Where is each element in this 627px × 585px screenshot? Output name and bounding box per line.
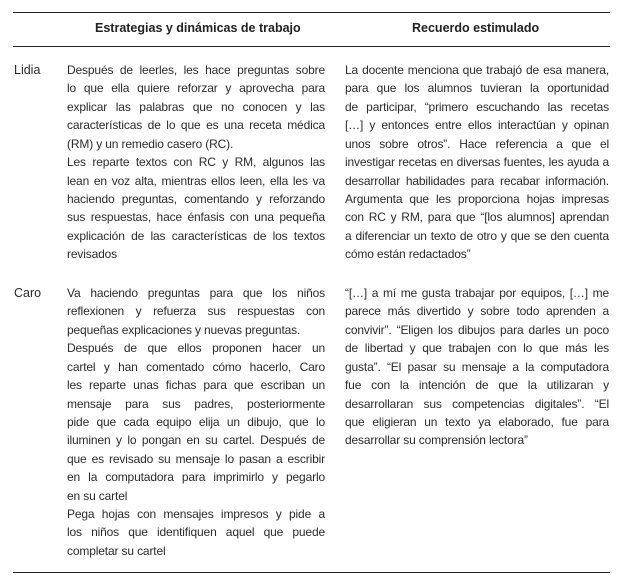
text-line: desarrollar su comprensión lectora” — [345, 433, 528, 448]
text-line: completar su cartel — [67, 543, 166, 558]
text-line: que eligieran un texto ya elaborado, fue para — [345, 414, 609, 429]
text-line: con RC y RM, para que “[los alumnos] aprendan — [345, 210, 609, 225]
text-line: cómo están redactados” — [345, 247, 471, 262]
paragraph — [67, 505, 325, 560]
text-line: de participar, “primero escuchando las recetas — [345, 99, 609, 114]
text-line: […] y entonces entre ellos interactúan y opinan — [345, 118, 609, 133]
paragraph — [67, 153, 325, 264]
header-estrategias: Estrategias y dinámicas de trabajo — [95, 21, 301, 35]
text-line: parece más divertido y sobre todo aprenden a — [345, 304, 609, 319]
text-line: les reparte unas fichas para que escriban un — [67, 378, 325, 393]
text-line: investigar recetas en diversas fuentes, les ayuda a — [345, 155, 609, 170]
text-line: mensaje para sus padres, posteriormente — [67, 396, 325, 411]
text-line: desarrollaran sus competencias digitales”. “El — [345, 396, 609, 411]
text-line: gusta”. “El pasar su mensaje a la computadora — [345, 359, 609, 374]
text-line: unos sobre otros”. Hace referencia a que el — [345, 136, 609, 151]
text-line: Después de leerles, les hace preguntas sobre — [67, 63, 325, 77]
text-line: Pega hojas con mensajes impresos y pide a — [67, 507, 325, 522]
text-line: Después de que ellos proponen hacer un — [67, 341, 325, 356]
text-line: Les reparte textos con RC y RM, algunos las — [67, 155, 325, 170]
text-line: fue con la intención de que la utilizaran y — [345, 378, 609, 393]
text-line: sus respuestas, hace énfasis con una pequeña — [67, 210, 325, 225]
header-recuerdo: Recuerdo estimulado — [412, 21, 540, 35]
estrategias-cell — [67, 61, 325, 264]
text-line: que es revisado su mensaje lo pasan a escribir — [67, 451, 325, 466]
text-line: Va haciendo preguntas para que los niños — [67, 286, 325, 300]
text-line: “[…] a mí me gusta trabajar por equipos, […] me — [345, 286, 609, 300]
text-line: lo que ella quiere reforzar y aprovecha para — [67, 81, 325, 96]
text-line: pequeñas explicaciones y nuevas preguntas. — [67, 322, 301, 337]
text-line: explicación de las características de los textos — [67, 228, 325, 243]
text-line: haciendo preguntas, comentando y reforzando — [67, 191, 325, 206]
text-line: para que los alumnos tuvieran la oportunidad — [345, 81, 609, 96]
text-line: cartel y han comentado cómo hacerlo, Caro — [67, 359, 325, 374]
text-line: reflexionen y refuerza sus respuestas con — [67, 304, 325, 319]
text-line: explicar las palabras que no conocen y las — [67, 99, 325, 114]
paragraph — [345, 61, 609, 264]
text-line: en la computadora para imprimirlo y pegarlo — [67, 470, 325, 485]
text-line: lean en voz alta, mientras ellos leen, ella les va — [67, 173, 325, 188]
paragraph — [67, 61, 325, 153]
text-line: convivir”. “Eligen los dibujos para darles un poco — [345, 322, 609, 337]
table-top-rule — [13, 12, 610, 13]
recuerdo-cell — [345, 284, 609, 450]
text-line: en su cartel — [67, 488, 128, 503]
text-line: La docente menciona que trabajó de esa manera, — [345, 63, 609, 77]
text-line: pide que cada equipo elija un dibujo, que lo — [67, 414, 325, 429]
paragraph — [67, 284, 325, 339]
text-line: (RM) y un remedio casero (RC). — [67, 136, 234, 151]
text-line: desarrollar habilidades para recabar información. — [345, 173, 609, 188]
text-line: los niños que identifiquen aquel que puede — [67, 525, 325, 540]
row-name: Caro — [14, 286, 42, 300]
table-bottom-rule — [13, 572, 610, 573]
row-name: Lidia — [14, 63, 41, 77]
text-line: iluminen y lo pongan en su cartel. Después de — [67, 433, 325, 448]
text-line: características de lo que es una receta médica — [67, 118, 325, 133]
text-line: a diferenciar un texto de otro y que se den cuenta — [345, 228, 609, 243]
text-line: de libertad y que trabajen con lo que más les — [345, 341, 609, 356]
paragraph — [345, 284, 609, 450]
text-line: Argumenta que les proporciona hojas impresas — [345, 191, 609, 206]
header-bottom-rule — [13, 46, 610, 47]
paragraph — [67, 339, 325, 505]
text-line: revisados — [67, 247, 118, 262]
recuerdo-cell — [345, 61, 609, 264]
estrategias-cell — [67, 284, 325, 560]
